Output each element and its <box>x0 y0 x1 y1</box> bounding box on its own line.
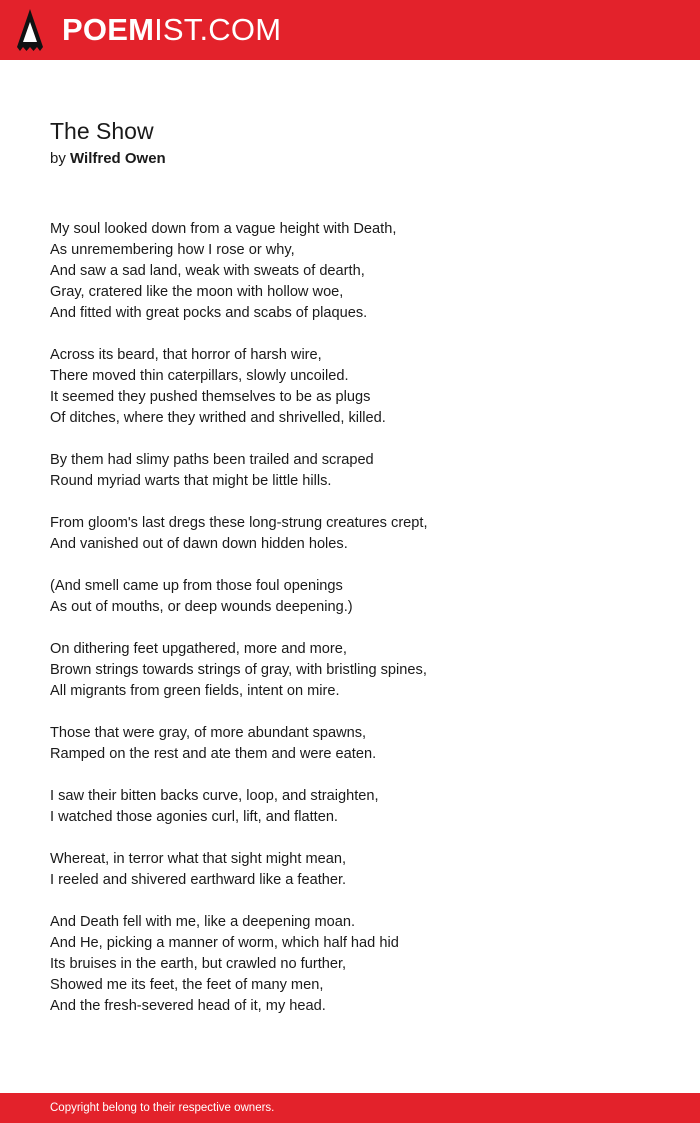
poem-author: Wilfred Owen <box>70 150 166 167</box>
poem-line: And fitted with great pocks and scabs of plaques. <box>50 305 368 321</box>
poem-line: From gloom's last dregs these long-strung creatures crept, <box>50 515 428 531</box>
poem-stanza <box>50 513 650 555</box>
poem-line: Round myriad warts that might be little hills. <box>50 473 332 489</box>
poem-line: And He, picking a manner of worm, which half had hid <box>50 935 399 951</box>
pencil-tip-icon[interactable] <box>17 9 43 51</box>
poem-line: It seemed they pushed themselves to be as plugs <box>50 389 371 405</box>
poem-line: Whereat, in terror what that sight might mean, <box>50 851 347 867</box>
site-header <box>0 0 700 60</box>
poem-line: All migrants from green fields, intent on mire. <box>50 683 340 699</box>
poem-line: And Death fell with me, like a deepening moan. <box>50 914 356 930</box>
poem-line: Ramped on the rest and ate them and were eaten. <box>50 746 377 762</box>
poem-line: And saw a sad land, weak with sweats of dearth, <box>50 263 365 279</box>
poem-title: The Show <box>50 118 154 144</box>
poem-line: As out of mouths, or deep wounds deepening.) <box>50 599 353 615</box>
poem-line: Brown strings towards strings of gray, with bristling spines, <box>50 662 427 678</box>
poem-line: Its bruises in the earth, but crawled no further, <box>50 956 347 972</box>
poem-line: Of ditches, where they writhed and shrivelled, killed. <box>50 410 386 426</box>
poem-line: There moved thin caterpillars, slowly uncoiled. <box>50 368 349 384</box>
byline <box>50 149 166 169</box>
by-label: by <box>50 150 66 167</box>
logo-bold-text: POEM <box>62 12 155 47</box>
poem-line: (And smell came up from those foul openings <box>50 578 343 594</box>
poem-stanza <box>50 345 650 429</box>
poem-line: Those that were gray, of more abundant spawns, <box>50 725 367 741</box>
poem-line: I reeled and shivered earthward like a feather. <box>50 872 347 888</box>
copyright-notice: Copyright belong to their respective owners. <box>50 1102 275 1114</box>
poem-line: And the fresh-severed head of it, my head. <box>50 998 326 1014</box>
poem-stanza <box>50 849 650 891</box>
poem-line: My soul looked down from a vague height with Death, <box>50 221 397 237</box>
poem-stanza <box>50 450 650 492</box>
site-logo[interactable] <box>62 11 281 49</box>
poem-stanza <box>50 912 650 1017</box>
logo-light-text: IST.COM <box>154 12 282 47</box>
poem-stanza <box>50 786 650 828</box>
site-footer <box>0 1093 700 1123</box>
poem-line: Across its beard, that horror of harsh wire, <box>50 347 322 363</box>
poem-line: On dithering feet upgathered, more and more, <box>50 641 347 657</box>
poem-line: And vanished out of dawn down hidden holes. <box>50 536 348 552</box>
poem-stanza <box>50 576 650 618</box>
poem-stanza <box>50 723 650 765</box>
poem-line: Gray, cratered like the moon with hollow woe, <box>50 284 344 300</box>
poem-line: Showed me its feet, the feet of many men, <box>50 977 324 993</box>
poem-line: As unremembering how I rose or why, <box>50 242 295 258</box>
poem-line: I watched those agonies curl, lift, and flatten. <box>50 809 338 825</box>
poem-line: I saw their bitten backs curve, loop, and straighten, <box>50 788 379 804</box>
poem-stanza <box>50 219 650 324</box>
poem-body <box>50 219 650 1038</box>
poem-line: By them had slimy paths been trailed and scraped <box>50 452 374 468</box>
poem-stanza <box>50 639 650 702</box>
